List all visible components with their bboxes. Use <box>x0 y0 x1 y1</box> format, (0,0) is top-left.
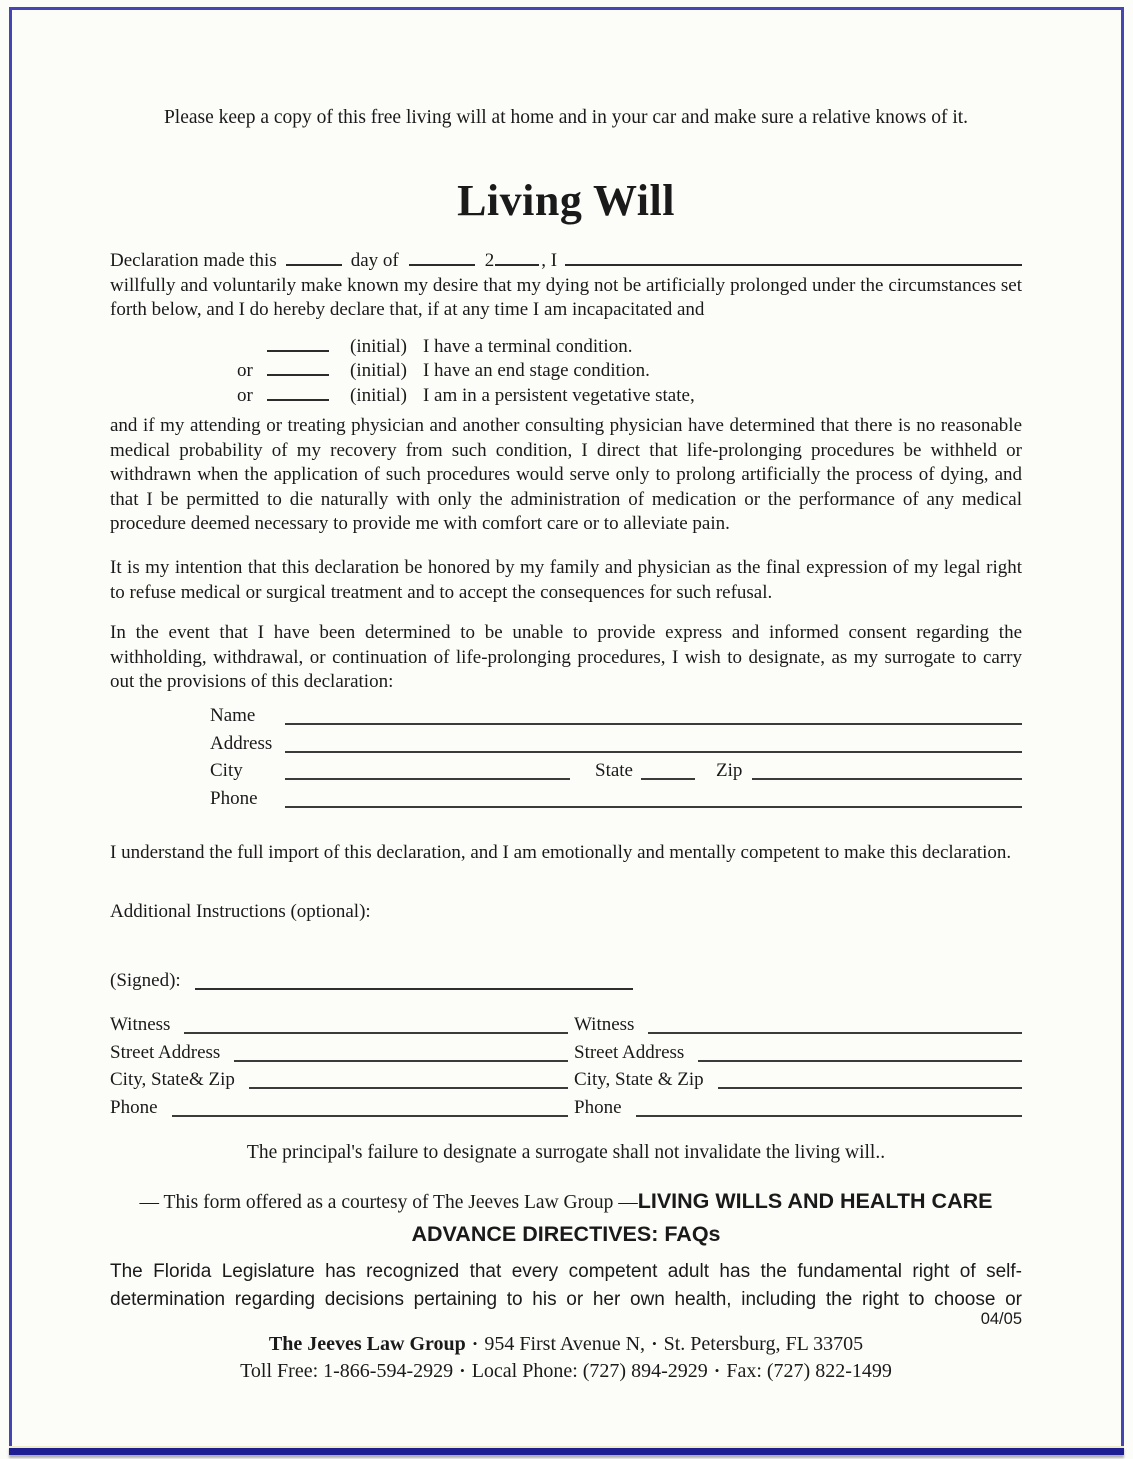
month-blank <box>409 251 475 266</box>
initial-option-vegetative <box>110 385 1022 409</box>
initial-blank <box>267 362 329 376</box>
address-line <box>285 748 1022 753</box>
zip-line <box>752 775 1022 780</box>
day-of-text: day of <box>350 250 399 271</box>
condition-text: I have a terminal condition. <box>422 336 633 357</box>
witness-street-row <box>110 1042 568 1070</box>
declaration-body-text: willfully and voluntarily make known my desire that my dying not be artificially prolonged under the circumstances set forth below, and I do hereby declare that, if at any time I am incapacitated and <box>110 274 1022 320</box>
phone-line <box>636 1112 1023 1117</box>
phone-label: Phone <box>110 1096 158 1118</box>
state-line <box>641 775 695 780</box>
phone-line <box>172 1112 569 1117</box>
initial-label: (initial) <box>350 336 407 357</box>
witness-row <box>110 1014 568 1042</box>
phone-label: Phone <box>210 787 258 809</box>
year-prefix-text: 2 <box>484 250 495 271</box>
address-label: Address <box>210 732 273 754</box>
florida-legislature-paragraph <box>110 1258 1022 1314</box>
firm-street: 954 First Avenue N, <box>484 1333 646 1355</box>
initial-option-terminal <box>110 336 1022 360</box>
condition-text: I am in a persistent vegetative state, <box>422 384 695 406</box>
initial-label: (initial) <box>350 384 407 406</box>
initial-option-end-stage <box>110 360 1022 384</box>
surrogate-city-state-zip-row <box>110 760 1022 788</box>
city-state-zip-line <box>249 1084 568 1089</box>
page-title: Living Will <box>457 176 675 225</box>
street-address-label: Street Address <box>574 1041 685 1063</box>
street-address-line <box>234 1057 568 1062</box>
intention-paragraph: It is my intention that this declaration be honored by my family and physician as the final expression of my legal right to refuse medical or surgical treatment and to accept the consequences for such refusal. <box>110 557 1022 603</box>
city-state-zip-label: City, State& Zip <box>110 1069 235 1091</box>
surrogate-info-fields <box>110 705 1022 815</box>
bullet-icon: • <box>460 1363 465 1378</box>
bullet-icon: • <box>472 1336 478 1351</box>
initial-blank <box>267 338 329 352</box>
witness-section <box>110 1014 1022 1124</box>
witness-column-right <box>574 1014 1022 1124</box>
year-blank <box>495 251 539 266</box>
witness-phone-row <box>110 1097 568 1125</box>
courtesy-prefix-text: — This form offered as a courtesy of The Jeeves Law Group — <box>139 1192 638 1213</box>
witness-label: Witness <box>574 1014 635 1035</box>
initial-label: (initial) <box>350 360 407 382</box>
signature-line <box>195 985 633 990</box>
competence-paragraph: I understand the full import of this declaration, and I am emotionally and mentally competent to make this declaration. <box>110 842 1012 863</box>
witness-street-row <box>574 1042 1022 1070</box>
firm-phone-line <box>110 1360 1022 1383</box>
fax-text: Fax: (727) 822-1499 <box>726 1360 892 1382</box>
initial-blank <box>267 387 329 401</box>
keep-copy-note: Please keep a copy of this free living will at home and in your car and make sure a relative knows of it. <box>163 107 969 128</box>
bullet-icon: • <box>652 1336 657 1351</box>
zip-label: Zip <box>716 760 743 781</box>
firm-name: The Jeeves Law Group <box>268 1333 466 1355</box>
or-text: or <box>237 360 253 382</box>
surrogate-designation-paragraph: In the event that I have been determined to be unable to provide express and informed consent regarding the withholding, withdrawal, or continuation of life-prolonging procedures, I wish to designate, as my surrogate to carry out the provisions of this declaration: <box>110 622 1022 692</box>
declarant-name-blank <box>565 251 1022 266</box>
declaration-date-line <box>110 249 1022 274</box>
state-label: State <box>595 760 633 781</box>
or-text: or <box>237 384 253 406</box>
city-state-zip-label: City, State & Zip <box>574 1069 704 1091</box>
firm-address-line <box>110 1333 1022 1356</box>
name-line <box>285 720 1022 725</box>
phone-line <box>285 803 1022 808</box>
determination-paragraph: and if my attending or treating physician and another consulting physician have determined that there is no reasonable medical probability of my recovery from such condition, I direct that life-prolonging procedures be withheld or withdrawn when the application of such procedures would serve only to prolong artificially the process of dying, and that I be permitted to die naturally with only the administration of medication or the performance of any medical procedure deemed necessary to provide me with comfort care or to alleviate pain. <box>110 415 1022 534</box>
surrogate-address-row <box>110 733 1022 761</box>
city-line <box>285 775 570 780</box>
comma-i-text: , I <box>541 250 558 271</box>
surrogate-name-row <box>110 705 1022 733</box>
declaration-lead-text: Declaration made this <box>110 250 277 271</box>
living-will-document <box>110 0 1022 1459</box>
witness-city-row <box>574 1069 1022 1097</box>
firm-city: St. Petersburg, FL 33705 <box>663 1333 864 1355</box>
witness-column-left <box>110 1014 568 1124</box>
condition-text: I have an end stage condition. <box>422 360 650 382</box>
day-blank <box>286 251 342 266</box>
name-label: Name <box>210 705 256 726</box>
additional-instructions-label: Additional Instructions (optional): <box>110 901 371 922</box>
signed-label: (Signed): <box>110 970 181 991</box>
city-state-zip-line <box>718 1084 1022 1089</box>
witness-row <box>574 1014 1022 1042</box>
declaration-section <box>110 249 1022 323</box>
witness-line <box>184 1029 568 1034</box>
witness-label: Witness <box>110 1014 171 1035</box>
condition-initial-options <box>110 336 1022 409</box>
florida-line-2: determination regarding decisions pertaining to his or her own health, including the right to choose or <box>110 1289 1022 1310</box>
witness-line <box>648 1029 1022 1034</box>
street-address-label: Street Address <box>110 1041 221 1063</box>
surrogate-phone-row <box>110 788 1022 816</box>
faq-headline: LIVING WILLS AND HEALTH CARE ADVANCE DIRECTIVES: FAQs <box>411 1189 993 1246</box>
phone-label: Phone <box>574 1096 622 1118</box>
courtesy-line <box>110 1186 1022 1252</box>
witness-city-row <box>110 1069 568 1097</box>
witness-phone-row <box>574 1097 1022 1125</box>
florida-line-1: The Florida Legislature has recognized that every competent adult has the fundamental right of self- <box>110 1261 1022 1282</box>
street-address-line <box>698 1057 1022 1062</box>
city-label: City <box>210 760 243 781</box>
principal-failure-note: The principal's failure to designate a surrogate shall not invalidate the living will.. <box>246 1142 886 1163</box>
toll-free-text: Toll Free: 1-866-594-2929 <box>240 1360 454 1382</box>
bullet-icon: • <box>714 1363 720 1378</box>
form-version: 04/05 <box>980 1310 1022 1328</box>
local-phone-text: Local Phone: (727) 894-2929 <box>471 1360 708 1382</box>
signature-row <box>110 970 1022 992</box>
